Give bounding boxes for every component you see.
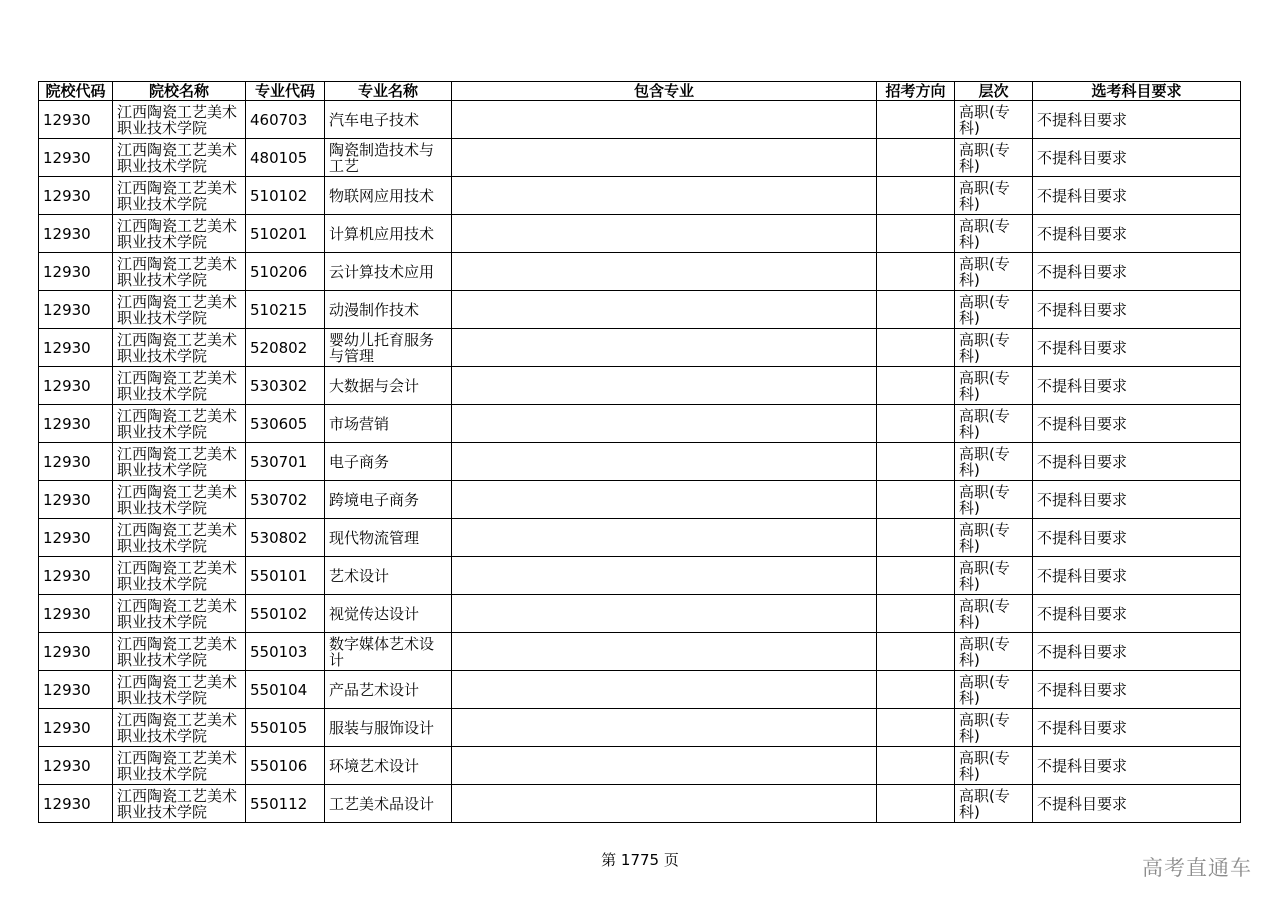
table-row (39, 443, 1241, 481)
school-name-cell: 江西陶瓷工艺美术职业技术学院 (113, 215, 246, 253)
major-code-cell: 480105 (246, 139, 325, 177)
header-school-name: 院校名称 (113, 82, 246, 101)
watermark-logo-text: 高考直通车 (1142, 856, 1252, 880)
table-row (39, 405, 1241, 443)
major-name-cell: 环境艺术设计 (325, 747, 452, 785)
enroll-direction-cell (877, 367, 955, 405)
subject-requirement-cell: 不提科目要求 (1033, 443, 1241, 481)
school-name-cell: 江西陶瓷工艺美术职业技术学院 (113, 139, 246, 177)
included-majors-cell (452, 291, 877, 329)
table-row (39, 747, 1241, 785)
subject-requirement-cell: 不提科目要求 (1033, 253, 1241, 291)
included-majors-cell (452, 405, 877, 443)
subject-requirement-cell: 不提科目要求 (1033, 557, 1241, 595)
school-name-cell: 江西陶瓷工艺美术职业技术学院 (113, 595, 246, 633)
table-row (39, 709, 1241, 747)
level-cell: 高职(专科) (955, 291, 1033, 329)
major-name-cell: 现代物流管理 (325, 519, 452, 557)
header-major-name: 专业名称 (325, 82, 452, 101)
included-majors-cell (452, 139, 877, 177)
major-name-cell: 动漫制作技术 (325, 291, 452, 329)
level-cell: 高职(专科) (955, 177, 1033, 215)
level-cell: 高职(专科) (955, 367, 1033, 405)
table-row (39, 177, 1241, 215)
major-name-cell: 数字媒体艺术设计 (325, 633, 452, 671)
school-code-cell: 12930 (39, 633, 113, 671)
subject-requirement-cell: 不提科目要求 (1033, 139, 1241, 177)
school-code-cell: 12930 (39, 595, 113, 633)
school-code-cell: 12930 (39, 101, 113, 139)
school-code-cell: 12930 (39, 329, 113, 367)
table-row (39, 785, 1241, 823)
level-cell: 高职(专科) (955, 595, 1033, 633)
major-code-cell: 550106 (246, 747, 325, 785)
included-majors-cell (452, 215, 877, 253)
enroll-direction-cell (877, 595, 955, 633)
table-row (39, 595, 1241, 633)
level-cell: 高职(专科) (955, 633, 1033, 671)
level-cell: 高职(专科) (955, 329, 1033, 367)
major-name-cell: 计算机应用技术 (325, 215, 452, 253)
school-code-cell: 12930 (39, 519, 113, 557)
major-code-cell: 530302 (246, 367, 325, 405)
school-name-cell: 江西陶瓷工艺美术职业技术学院 (113, 253, 246, 291)
included-majors-cell (452, 329, 877, 367)
major-code-cell: 460703 (246, 101, 325, 139)
subject-requirement-cell: 不提科目要求 (1033, 101, 1241, 139)
level-cell: 高职(专科) (955, 443, 1033, 481)
school-name-cell: 江西陶瓷工艺美术职业技术学院 (113, 557, 246, 595)
header-level: 层次 (955, 82, 1033, 101)
table-row (39, 633, 1241, 671)
included-majors-cell (452, 595, 877, 633)
level-cell: 高职(专科) (955, 747, 1033, 785)
major-code-cell: 530605 (246, 405, 325, 443)
school-name-cell: 江西陶瓷工艺美术职业技术学院 (113, 481, 246, 519)
subject-requirement-cell: 不提科目要求 (1033, 671, 1241, 709)
school-name-cell: 江西陶瓷工艺美术职业技术学院 (113, 785, 246, 823)
subject-requirement-cell: 不提科目要求 (1033, 709, 1241, 747)
school-code-cell: 12930 (39, 443, 113, 481)
school-name-cell: 江西陶瓷工艺美术职业技术学院 (113, 291, 246, 329)
level-cell: 高职(专科) (955, 519, 1033, 557)
table-row (39, 101, 1241, 139)
school-code-cell: 12930 (39, 671, 113, 709)
school-name-cell: 江西陶瓷工艺美术职业技术学院 (113, 633, 246, 671)
table-header-row (39, 82, 1241, 101)
level-cell: 高职(专科) (955, 557, 1033, 595)
major-code-cell: 520802 (246, 329, 325, 367)
school-name-cell: 江西陶瓷工艺美术职业技术学院 (113, 747, 246, 785)
enroll-direction-cell (877, 633, 955, 671)
level-cell: 高职(专科) (955, 139, 1033, 177)
level-cell: 高职(专科) (955, 253, 1033, 291)
school-code-cell: 12930 (39, 557, 113, 595)
level-cell: 高职(专科) (955, 215, 1033, 253)
enroll-direction-cell (877, 557, 955, 595)
majors-table (38, 81, 1241, 823)
major-code-cell: 510215 (246, 291, 325, 329)
included-majors-cell (452, 443, 877, 481)
major-name-cell: 视觉传达设计 (325, 595, 452, 633)
major-name-cell: 婴幼儿托育服务与管理 (325, 329, 452, 367)
school-code-cell: 12930 (39, 481, 113, 519)
included-majors-cell (452, 709, 877, 747)
subject-requirement-cell: 不提科目要求 (1033, 405, 1241, 443)
major-name-cell: 服装与服饰设计 (325, 709, 452, 747)
included-majors-cell (452, 633, 877, 671)
table-row (39, 291, 1241, 329)
subject-requirement-cell: 不提科目要求 (1033, 329, 1241, 367)
level-cell: 高职(专科) (955, 785, 1033, 823)
header-school-code: 院校代码 (39, 82, 113, 101)
school-name-cell: 江西陶瓷工艺美术职业技术学院 (113, 709, 246, 747)
major-name-cell: 市场营销 (325, 405, 452, 443)
major-name-cell: 汽车电子技术 (325, 101, 452, 139)
table-row (39, 519, 1241, 557)
major-name-cell: 电子商务 (325, 443, 452, 481)
school-name-cell: 江西陶瓷工艺美术职业技术学院 (113, 177, 246, 215)
major-code-cell: 550101 (246, 557, 325, 595)
school-code-cell: 12930 (39, 215, 113, 253)
level-cell: 高职(专科) (955, 101, 1033, 139)
school-name-cell: 江西陶瓷工艺美术职业技术学院 (113, 329, 246, 367)
school-code-cell: 12930 (39, 709, 113, 747)
school-code-cell: 12930 (39, 405, 113, 443)
subject-requirement-cell: 不提科目要求 (1033, 785, 1241, 823)
table-body (39, 101, 1241, 823)
subject-requirement-cell: 不提科目要求 (1033, 481, 1241, 519)
subject-requirement-cell: 不提科目要求 (1033, 747, 1241, 785)
enroll-direction-cell (877, 709, 955, 747)
major-code-cell: 510206 (246, 253, 325, 291)
enroll-direction-cell (877, 785, 955, 823)
header-included-majors: 包含专业 (452, 82, 877, 101)
table-row (39, 671, 1241, 709)
major-code-cell: 530702 (246, 481, 325, 519)
major-name-cell: 物联网应用技术 (325, 177, 452, 215)
major-name-cell: 跨境电子商务 (325, 481, 452, 519)
enroll-direction-cell (877, 519, 955, 557)
subject-requirement-cell: 不提科目要求 (1033, 595, 1241, 633)
enroll-direction-cell (877, 253, 955, 291)
header-major-code: 专业代码 (246, 82, 325, 101)
major-code-cell: 550112 (246, 785, 325, 823)
school-name-cell: 江西陶瓷工艺美术职业技术学院 (113, 101, 246, 139)
major-name-cell: 产品艺术设计 (325, 671, 452, 709)
school-code-cell: 12930 (39, 367, 113, 405)
enroll-direction-cell (877, 481, 955, 519)
table-row (39, 253, 1241, 291)
table-row (39, 481, 1241, 519)
level-cell: 高职(专科) (955, 709, 1033, 747)
included-majors-cell (452, 519, 877, 557)
included-majors-cell (452, 557, 877, 595)
school-name-cell: 江西陶瓷工艺美术职业技术学院 (113, 671, 246, 709)
level-cell: 高职(专科) (955, 671, 1033, 709)
major-code-cell: 550105 (246, 709, 325, 747)
enroll-direction-cell (877, 177, 955, 215)
major-code-cell: 530802 (246, 519, 325, 557)
subject-requirement-cell: 不提科目要求 (1033, 177, 1241, 215)
major-name-cell: 艺术设计 (325, 557, 452, 595)
table-row (39, 215, 1241, 253)
enroll-direction-cell (877, 139, 955, 177)
school-code-cell: 12930 (39, 785, 113, 823)
table-row (39, 139, 1241, 177)
major-code-cell: 550104 (246, 671, 325, 709)
included-majors-cell (452, 101, 877, 139)
major-code-cell: 530701 (246, 443, 325, 481)
included-majors-cell (452, 177, 877, 215)
major-name-cell: 陶瓷制造技术与工艺 (325, 139, 452, 177)
table-row (39, 329, 1241, 367)
enroll-direction-cell (877, 671, 955, 709)
page-number: 第 1775 页 (601, 851, 679, 869)
header-subject-requirement: 选考科目要求 (1033, 82, 1241, 101)
school-code-cell: 12930 (39, 177, 113, 215)
major-code-cell: 550102 (246, 595, 325, 633)
major-code-cell: 550103 (246, 633, 325, 671)
school-name-cell: 江西陶瓷工艺美术职业技术学院 (113, 367, 246, 405)
level-cell: 高职(专科) (955, 405, 1033, 443)
major-code-cell: 510201 (246, 215, 325, 253)
table-row (39, 367, 1241, 405)
school-code-cell: 12930 (39, 291, 113, 329)
enroll-direction-cell (877, 101, 955, 139)
enroll-direction-cell (877, 329, 955, 367)
school-code-cell: 12930 (39, 253, 113, 291)
included-majors-cell (452, 253, 877, 291)
enroll-direction-cell (877, 215, 955, 253)
subject-requirement-cell: 不提科目要求 (1033, 367, 1241, 405)
major-name-cell: 工艺美术品设计 (325, 785, 452, 823)
major-code-cell: 510102 (246, 177, 325, 215)
included-majors-cell (452, 481, 877, 519)
header-enroll-direction: 招考方向 (877, 82, 955, 101)
enroll-direction-cell (877, 747, 955, 785)
school-name-cell: 江西陶瓷工艺美术职业技术学院 (113, 519, 246, 557)
school-code-cell: 12930 (39, 747, 113, 785)
subject-requirement-cell: 不提科目要求 (1033, 215, 1241, 253)
major-name-cell: 云计算技术应用 (325, 253, 452, 291)
major-name-cell: 大数据与会计 (325, 367, 452, 405)
included-majors-cell (452, 747, 877, 785)
subject-requirement-cell: 不提科目要求 (1033, 633, 1241, 671)
school-code-cell: 12930 (39, 139, 113, 177)
subject-requirement-cell: 不提科目要求 (1033, 291, 1241, 329)
enroll-direction-cell (877, 405, 955, 443)
included-majors-cell (452, 671, 877, 709)
subject-requirement-cell: 不提科目要求 (1033, 519, 1241, 557)
included-majors-cell (452, 367, 877, 405)
enroll-direction-cell (877, 443, 955, 481)
school-name-cell: 江西陶瓷工艺美术职业技术学院 (113, 405, 246, 443)
enroll-direction-cell (877, 291, 955, 329)
level-cell: 高职(专科) (955, 481, 1033, 519)
table-row (39, 557, 1241, 595)
included-majors-cell (452, 785, 877, 823)
school-name-cell: 江西陶瓷工艺美术职业技术学院 (113, 443, 246, 481)
